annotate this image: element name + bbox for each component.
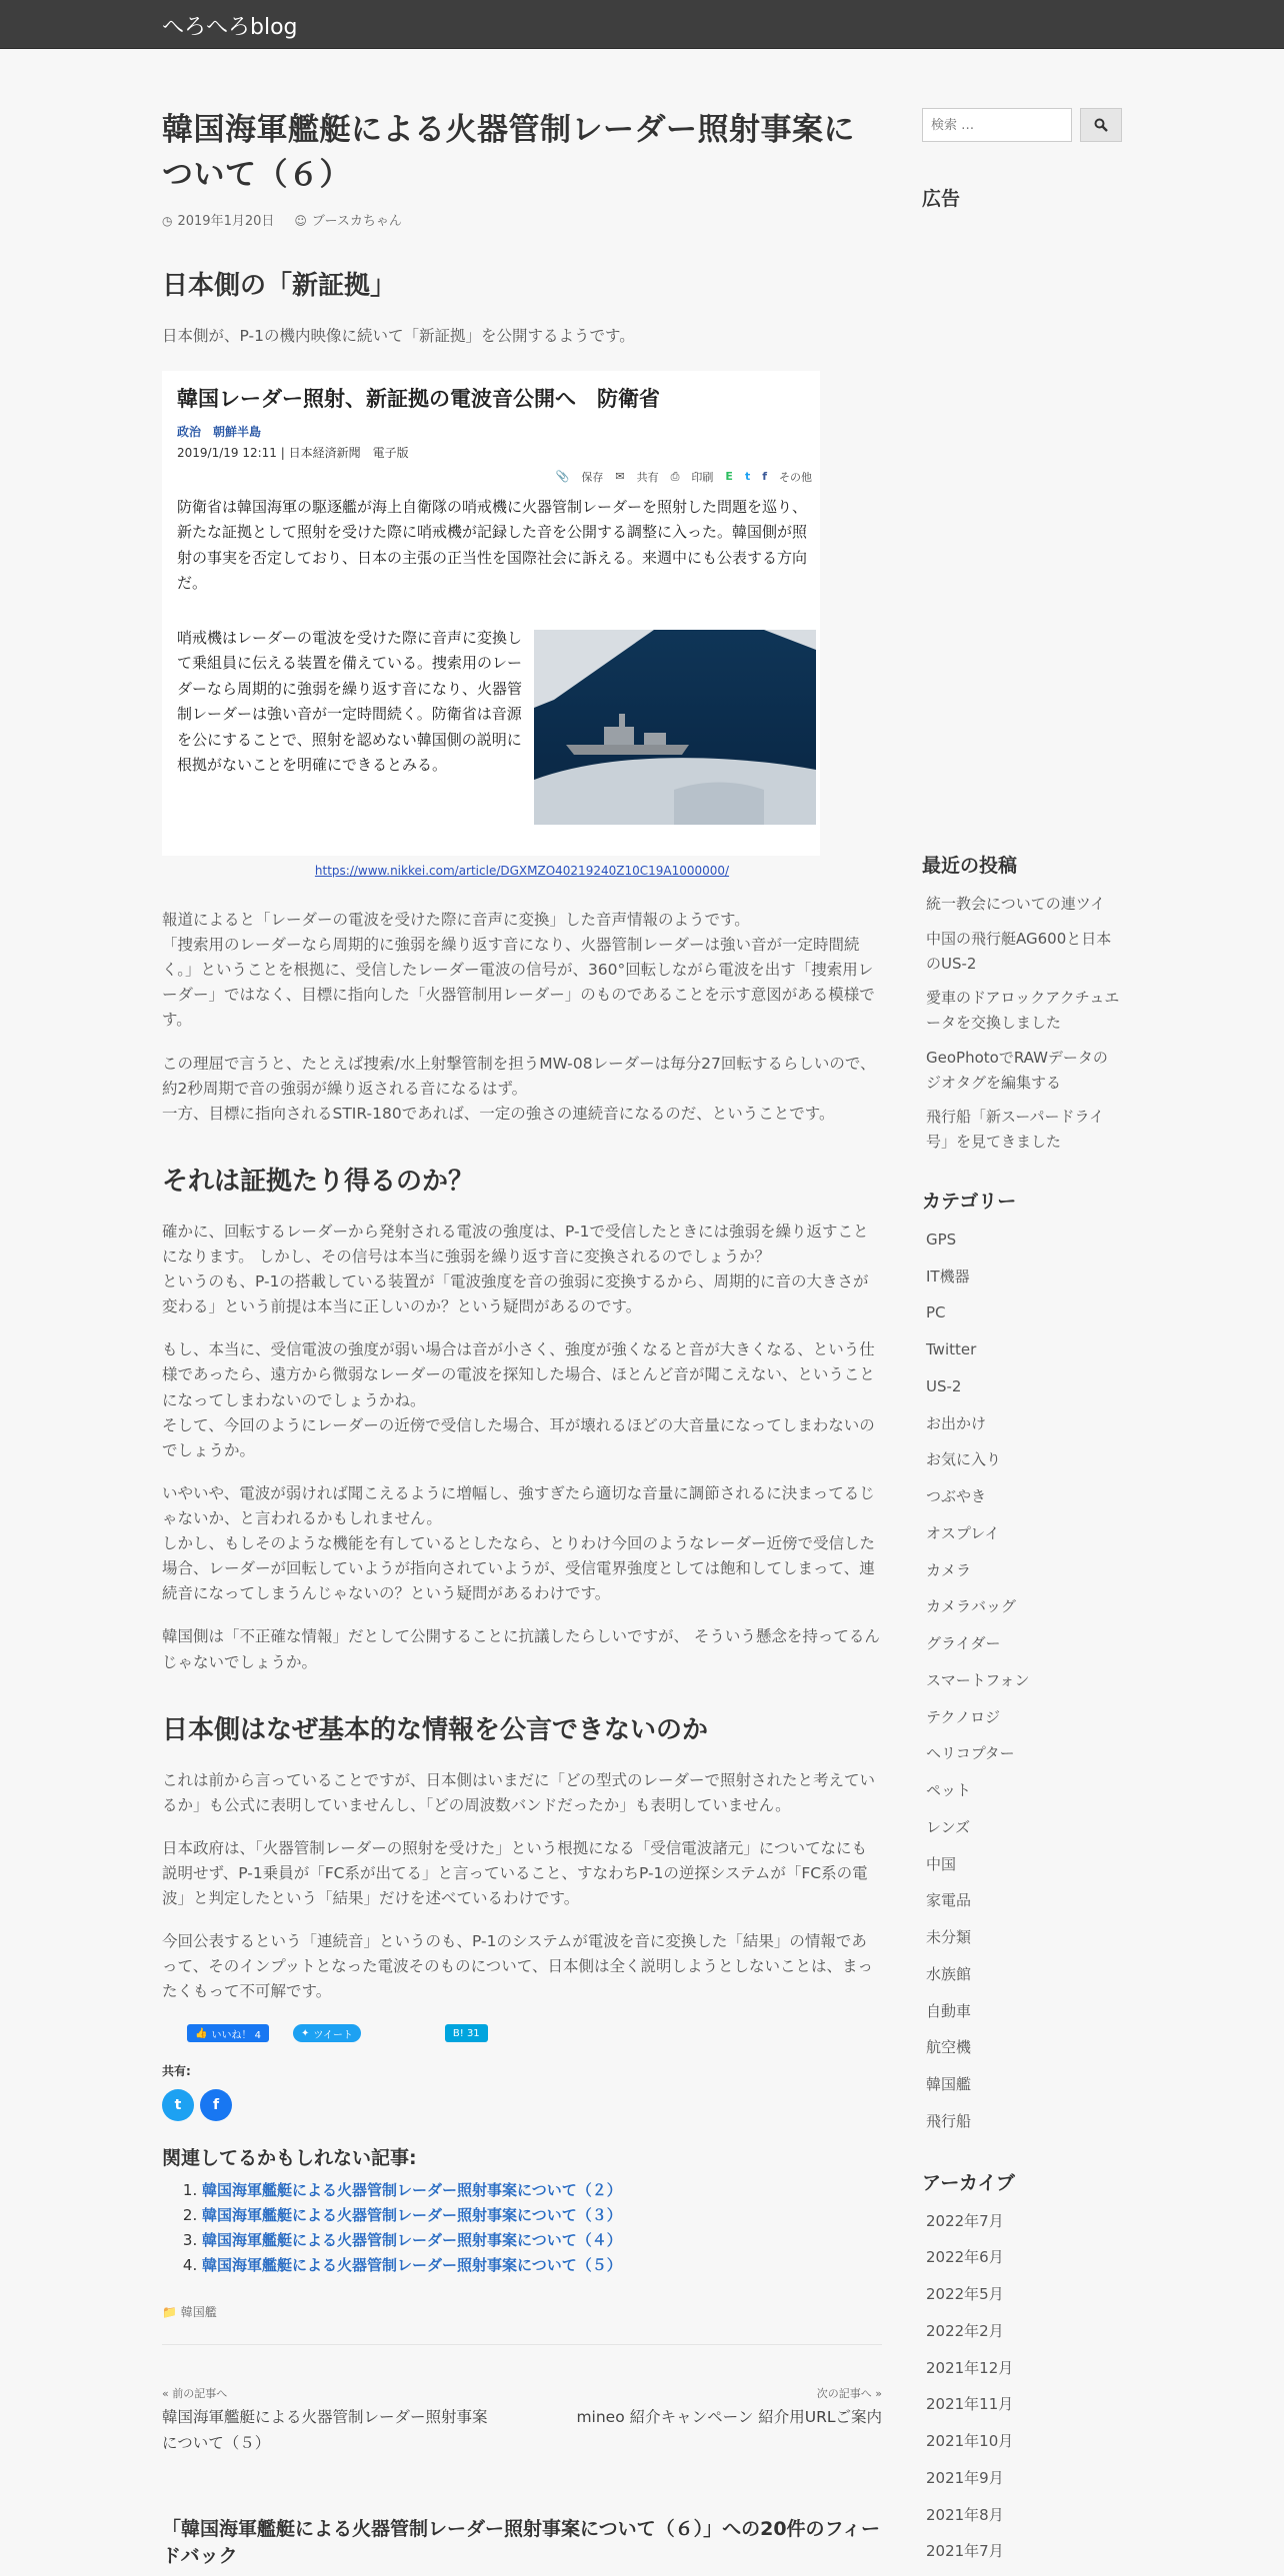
archive-link[interactable]: 2021年8月 <box>926 2505 1004 2524</box>
related-item <box>202 2253 882 2278</box>
recent-post-link[interactable]: 中国の飛行艇AG600と日本のUS-2 <box>926 929 1112 973</box>
prev-label-text: 前の記事へ <box>172 2387 228 2401</box>
twitter-share-icon[interactable]: t <box>162 2089 194 2121</box>
recent-post-link[interactable]: 愛車のドアロックアクチュエータを交換しました <box>926 989 1120 1032</box>
source-link[interactable]: https://www.nikkei.com/article/DGXMZO40219240Z10C19A1000000/ <box>314 863 730 878</box>
clip-icon: 📎 <box>555 470 570 484</box>
category-link[interactable]: GPS <box>926 1230 957 1249</box>
news-tool-save: 保存 <box>581 470 604 484</box>
facebook-share-icon[interactable]: f <box>200 2089 232 2121</box>
prev-title: 韓国海軍艦艇による火器管制レーダー照射事案について（５） <box>162 2408 488 2452</box>
tweet-label: ツイート <box>313 2029 353 2041</box>
search-input[interactable] <box>922 108 1072 142</box>
facebook-icon: f <box>762 470 767 484</box>
evernote-icon: E <box>725 470 733 484</box>
news-tool-share: 共有 <box>636 470 659 484</box>
category-link[interactable]: お気に入り <box>926 1450 1002 1469</box>
double-chevron-left-icon: « <box>162 2387 169 2401</box>
paragraph: 今回公表するという「連続音」というのも、P-1のシステムが電波を音に変換した「結果」の情報であって、そのインプットとなった電波そのものについて、日本側は全く説明しようとしないことは、まったくもって不可解です。 <box>162 1932 873 2001</box>
search-form <box>922 108 1122 142</box>
paragraph-line: この理屈で言うと、たとえば捜索/水上射撃管制を担うMW-08レーダーは毎分27回転するらしいので、約2秒周期で音の強弱が繰り返される音になるはず。 <box>162 1054 876 1098</box>
search-button[interactable] <box>1080 108 1122 142</box>
paragraph: 韓国側は「不正確な情報」だとして公開することに抗議したらしいですが、 そういう懸念を持ってるんじゃないでしょうか。 <box>162 1627 880 1671</box>
category-link[interactable]: オスプレイ <box>926 1523 1000 1542</box>
archive-heading: アーカイブ <box>922 2171 1015 2194</box>
category-link[interactable]: 水族館 <box>926 1964 972 1983</box>
news-tool-print: 印刷 <box>691 470 714 484</box>
recent-posts-list <box>922 892 1122 1155</box>
recent-post-link[interactable]: 統一教会についての連ツイ <box>926 895 1105 913</box>
tag-link[interactable]: 韓国艦 <box>180 2305 217 2320</box>
category-link[interactable]: 飛行船 <box>926 2111 972 2130</box>
paragraph-line: 「捜索用のレーダーなら周期的に強弱を繰り返す音になり、火器管制レーダーは強い音が一定時間続く。」ということを根拠に、受信したレーダー電波の信号が、360°回転しながら電波を出す「捜索用レーダー」ではなく、目標に指向した「火器管制用レーダー」のものであることを示す意図がある模様です。 <box>162 936 875 1030</box>
next-label <box>552 2385 882 2401</box>
category-link[interactable]: US-2 <box>926 1376 962 1395</box>
section-heading: それは証拠たり得るのか？ <box>162 1166 475 1197</box>
related-link[interactable]: 韓国海軍艦艇による火器管制レーダー照射事案について（２） <box>202 2181 622 2200</box>
news-lead: 防衛省は韓国海軍の駆逐艦が海上自衛隊の哨戒機に火器管制レーダーを照射した問題を巡り、新たな証拠として照射を受けた際に哨戒機が記録した音を公開する調整に入った。韓国側が照射の事実を否定しており、日本の主張の正当性を国際社会に訴える。来週中にも公表する方向だ。 <box>177 497 808 593</box>
paragraph: 日本側が、P-1の機内映像に続いて「新証拠」を公開するようです。 <box>162 326 635 345</box>
section-heading: 日本側の「新証拠」 <box>162 270 397 301</box>
category-link[interactable]: カメラバッグ <box>926 1597 1017 1616</box>
archive-link[interactable]: 2021年12月 <box>926 2358 1014 2377</box>
paragraph-line: 一方、目標に指向されるSTIR-180であれば、一定の強さの連続音になるのだ、ということです。 <box>162 1104 835 1123</box>
recent-posts-heading: 最近の投稿 <box>922 855 1018 877</box>
double-chevron-right-icon: » <box>875 2387 882 2401</box>
paragraph-line: というのも、P-1の搭載している装置が「電波強度を音の強弱に変換するから、周期的に音の大きさが変わる」という前提は本当に正しいのか？という疑問があるのです。 <box>162 1273 869 1316</box>
share-counters <box>187 2024 882 2042</box>
category-link[interactable]: 韓国艦 <box>926 2075 972 2093</box>
next-label-text: 次の記事へ <box>816 2387 872 2401</box>
share-icons <box>162 2089 882 2121</box>
paragraph-line: 確かに、回転するレーダーから発射される電波の強度は、P-1で受信したときには強弱を繰り返すことになります。 しかし、その信号は本当に強弱を繰り返す音に変換されるのでしょうか？ <box>162 1222 869 1266</box>
section-heading: 日本側はなぜ基本的な情報を公言できないのか <box>162 1714 709 1745</box>
paragraph-line: 報道によると「レーダーの電波を受けた際に音声に変換」した音声情報のようです。 <box>162 910 750 929</box>
archive-link[interactable]: 2021年10月 <box>926 2432 1014 2450</box>
related-link[interactable]: 韓国海軍艦艇による火器管制レーダー照射事案について（３） <box>202 2206 622 2225</box>
main-content <box>162 108 882 2571</box>
news-category: 政治 朝鮮半島 <box>177 424 262 439</box>
next-title: mineo 紹介キャンペーン 紹介用URLご案内 <box>576 2408 882 2427</box>
category-link[interactable]: レンズ <box>926 1817 971 1836</box>
related-item <box>202 2228 882 2253</box>
folder-icon: 📁 <box>162 2305 177 2320</box>
post-tags <box>162 2303 882 2345</box>
category-link[interactable]: Twitter <box>926 1340 977 1358</box>
category-link[interactable]: 未分類 <box>926 1928 972 1946</box>
category-link[interactable]: テクノロジ <box>926 1707 1001 1726</box>
clock-icon: ◷ <box>162 213 173 228</box>
recent-post-link[interactable]: GeoPhotoでRAWデータのジオタグを編集する <box>926 1048 1108 1092</box>
facebook-like-button[interactable] <box>187 2024 269 2042</box>
user-icon: ☺ <box>294 213 307 228</box>
archive-list <box>922 2209 1122 2565</box>
category-link[interactable]: スマートフォン <box>926 1670 1030 1689</box>
search-icon <box>1094 118 1108 132</box>
recent-post-link[interactable]: 飛行船「新スーパードライ号」を見てきました <box>926 1108 1105 1151</box>
mail-icon: ✉ <box>615 470 625 484</box>
twitter-icon: t <box>744 470 751 484</box>
prev-post[interactable] <box>162 2385 492 2455</box>
post-title: 韓国海軍艦艇による火器管制レーダー照射事案について（６） <box>162 112 855 193</box>
tweet-button[interactable] <box>293 2024 361 2042</box>
paragraph-line: いやいや、電波が弱ければ聞こえるように増幅し、強すぎたら適切な音量に調節されるに決まってるじゃないか、と言われるかもしれません。 <box>162 1483 875 1527</box>
printer-icon: ⎙ <box>670 469 680 483</box>
archive-link[interactable]: 2021年7月 <box>926 2542 1004 2561</box>
ad-heading: 広告 <box>922 188 961 210</box>
category-link[interactable]: カメラ <box>926 1560 972 1579</box>
post-navigation <box>162 2385 882 2455</box>
post-author[interactable] <box>294 210 401 229</box>
twitter-icon: ✦ <box>301 2027 310 2039</box>
paragraph <box>162 1481 882 1607</box>
destroyer-photo-icon <box>534 630 816 825</box>
post-date-text: 2019年1月20日 <box>177 213 275 229</box>
prev-label <box>162 2385 492 2401</box>
related-link[interactable]: 韓国海軍艦艇による火器管制レーダー照射事案について（４） <box>202 2230 622 2249</box>
thumbs-up-icon: 👍 <box>195 2027 208 2039</box>
related-link[interactable]: 韓国海軍艦艇による火器管制レーダー照射事案について（５） <box>202 2255 622 2274</box>
news-tool-more: その他 <box>779 470 812 484</box>
news-body: 哨戒機はレーダーの電波を受けた際に音声に変換して乗組員に伝える装置を備えている。捜索用のレーダーなら周期的に強弱を繰り返す音になり、火器管制レーダーは強い音が一定時間続く。防衛省は音源を公にすることで、照射を認めない韓国側の説明に根拠がないことを明確にできるとみる。 <box>177 628 523 775</box>
related-heading: 関連してるかもしれない記事: <box>162 2147 417 2170</box>
category-link[interactable]: グライダー <box>926 1634 1001 1652</box>
paragraph: 日本政府は、「火器管制レーダーの照射を受けた」という根拠になる「受信電波諸元」についてなにも説明せず、P-1乗員が「FC系が出てる」と言っていること、すなわちP-1の逆探システムが「FC系の電波」と判定したという「結果」だけを述べているわけです。 <box>162 1838 868 1908</box>
next-post[interactable] <box>552 2385 882 2455</box>
paragraph <box>162 1220 882 1319</box>
news-photo <box>534 630 816 825</box>
category-link[interactable]: 家電品 <box>926 1891 972 1910</box>
news-screenshot <box>162 371 820 856</box>
category-link[interactable]: お出かけ <box>926 1413 987 1432</box>
category-heading: カテゴリー <box>922 1190 1017 1213</box>
archive-link[interactable]: 2022年2月 <box>926 2321 1004 2340</box>
related-list <box>202 2178 882 2277</box>
site-title-link[interactable]: へろへろblog <box>162 15 298 40</box>
sidebar <box>922 108 1122 2576</box>
paragraph-line: もし、本当に、受信電波の強度が弱い場合は音が小さく、強度が強くなると音が大きくなる、という仕様であったら、遠方から微弱なレーダーの電波を探知した場合、ほとんど音が聞こえない、ということになってしまわないのでしょうかね。 <box>162 1340 875 1409</box>
category-link[interactable]: ヘリコプター <box>926 1744 1015 1763</box>
archive-link[interactable]: 2022年5月 <box>926 2285 1004 2303</box>
category-list <box>922 1228 1122 2134</box>
category-link[interactable]: 中国 <box>926 1854 957 1873</box>
related-item <box>202 2178 882 2203</box>
news-toolbar <box>556 469 812 485</box>
archive-link[interactable]: 2022年7月 <box>926 2211 1004 2230</box>
paragraph-line: しかし、もしそのような機能を有しているとしたなら、とりわけ今回のようなレーダー近傍で受信した場合、レーダーが回転していようが指向されていようが、受信電界強度としては飽和してしまって、連続音になってしまうんじゃないの？という疑問があるわけです。 <box>162 1534 876 1603</box>
archive-link[interactable]: 2022年6月 <box>926 2248 1004 2267</box>
paragraph <box>162 1337 882 1463</box>
site-header <box>0 0 1284 49</box>
category-link[interactable]: ペット <box>926 1781 972 1799</box>
category-link[interactable]: つぶやき <box>926 1487 987 1505</box>
post-author-text: ブースカちゃん <box>311 213 402 229</box>
paragraph <box>162 908 882 1034</box>
share-heading: 共有: <box>162 2064 191 2079</box>
archive-link[interactable]: 2021年9月 <box>926 2468 1004 2487</box>
archive-link[interactable]: 2021年11月 <box>926 2395 1014 2414</box>
post-meta <box>162 210 882 229</box>
category-link[interactable]: PC <box>926 1303 946 1322</box>
category-link[interactable]: 自動車 <box>926 2001 972 2020</box>
news-datetime: 2019/1/19 12:11 | 日本経済新聞 電子版 <box>177 445 409 460</box>
post-date[interactable] <box>162 210 274 229</box>
hatena-bookmark-button[interactable]: B! 31 <box>445 2024 488 2042</box>
related-item <box>202 2203 882 2228</box>
paragraph-line: そして、今回のようにレーダーの近傍で受信した場合、耳が壊れるほどの大音量になってしまわないのでしょうか。 <box>162 1415 875 1459</box>
news-title: 韓国レーダー照射、新証拠の電波音公開へ 防衛省 <box>177 386 660 411</box>
comments-heading: 「韓国海軍艦艇による火器管制レーダー照射事案について（６）」への20件のフィードバック <box>162 2517 881 2568</box>
category-link[interactable]: 航空機 <box>926 2038 972 2057</box>
facebook-like-label: いいね！ 4 <box>211 2029 261 2041</box>
paragraph: これは前から言っていることですが、日本側はいまだに「どの型式のレーダーで照射されたと考えているか」も公式に表明していませんし、「どの周波数バンドだったか」も表明していません。 <box>162 1770 876 1814</box>
paragraph <box>162 1052 882 1127</box>
category-link[interactable]: IT機器 <box>926 1267 970 1286</box>
